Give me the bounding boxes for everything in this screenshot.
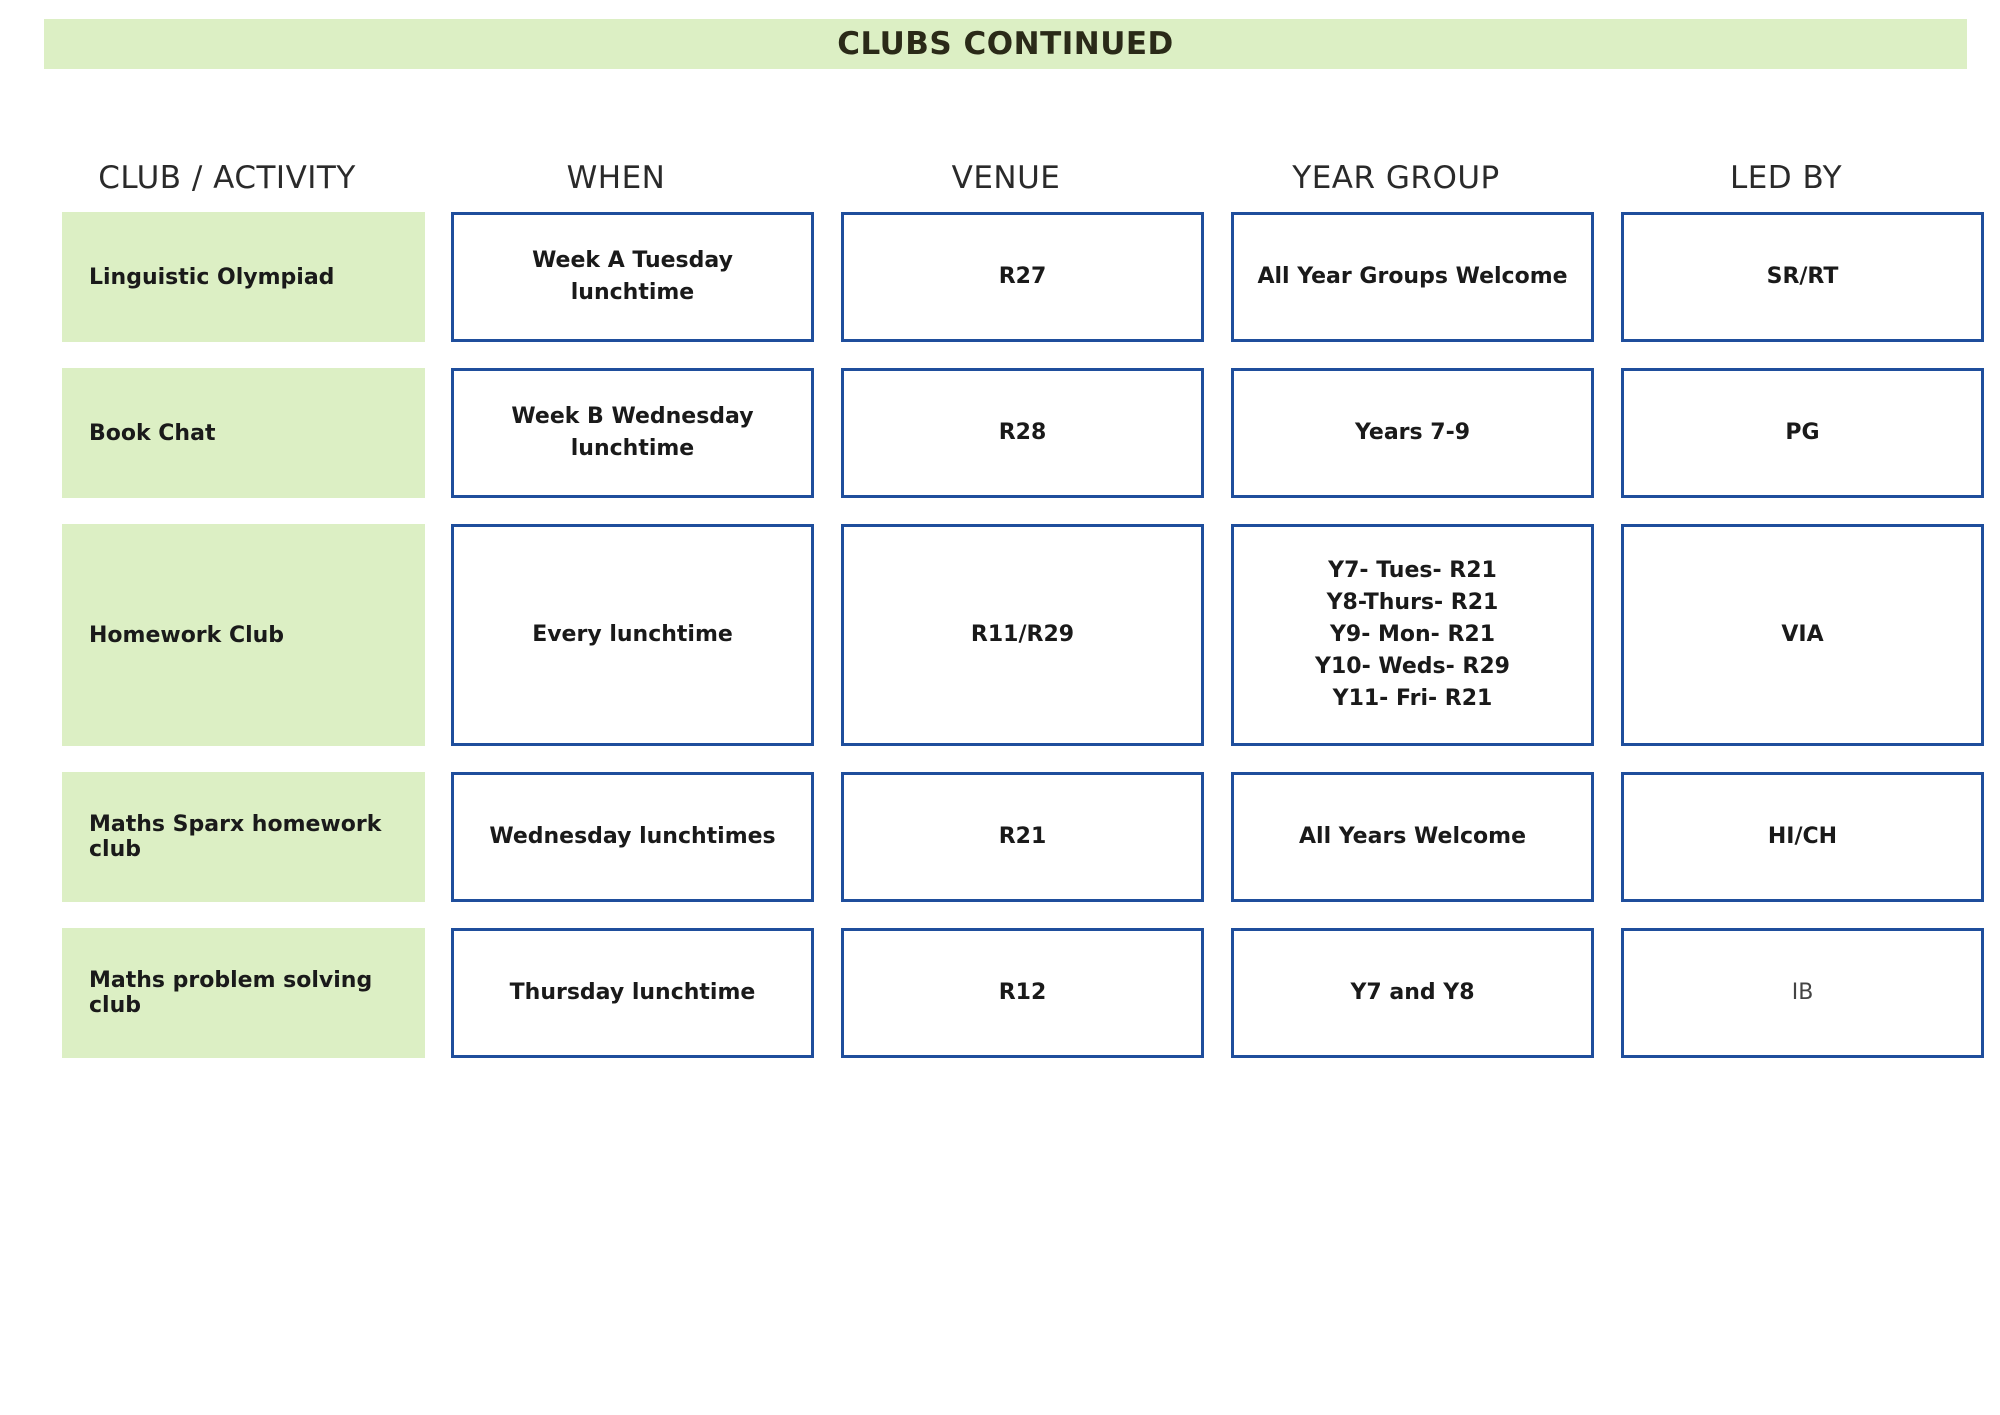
venue-cell: R28 <box>841 368 1204 498</box>
activity-cell: Linguistic Olympiad <box>62 212 425 342</box>
when-cell: Thursday lunchtime <box>451 928 814 1058</box>
when-cell: Every lunchtime <box>451 524 814 746</box>
column-header-when: WHEN <box>566 160 666 196</box>
table-row <box>0 212 2000 342</box>
venue-cell: R27 <box>841 212 1204 342</box>
led-by-cell: SR/RT <box>1621 212 1984 342</box>
venue-cell: R11/R29 <box>841 524 1204 746</box>
table-row <box>0 772 2000 902</box>
led-by-cell: VIA <box>1621 524 1984 746</box>
activity-cell: Maths Sparx homework club <box>62 772 425 902</box>
table-header <box>0 155 2000 201</box>
year-group-cell: Years 7-9 <box>1231 368 1594 498</box>
led-by-cell: PG <box>1621 368 1984 498</box>
year-group-cell: Y7- Tues- R21 Y8-Thurs- R21 Y9- Mon- R21 Y10- Weds- R29 Y11- Fri- R21 <box>1231 524 1594 746</box>
led-by-cell: IB <box>1621 928 1984 1058</box>
page-title-banner <box>44 19 1967 69</box>
venue-cell: R21 <box>841 772 1204 902</box>
year-group-cell: All Year Groups Welcome <box>1231 212 1594 342</box>
column-header-led-by: LED BY <box>1729 160 1843 196</box>
activity-cell: Book Chat <box>62 368 425 498</box>
year-group-cell: Y7 and Y8 <box>1231 928 1594 1058</box>
page-title: CLUBS CONTINUED <box>837 26 1174 62</box>
when-cell: Week B Wednesday lunchtime <box>451 368 814 498</box>
activity-cell: Homework Club <box>62 524 425 746</box>
activity-cell: Maths problem solving club <box>62 928 425 1058</box>
column-header-activity: CLUB / ACTIVITY <box>98 160 356 196</box>
year-group-cell: All Years Welcome <box>1231 772 1594 902</box>
venue-cell: R12 <box>841 928 1204 1058</box>
table-row <box>0 524 2000 746</box>
column-header-venue: VENUE <box>951 160 1061 196</box>
column-header-year-group: YEAR GROUP <box>1292 160 1500 196</box>
led-by-cell: HI/CH <box>1621 772 1984 902</box>
table-row <box>0 928 2000 1058</box>
when-cell: Wednesday lunchtimes <box>451 772 814 902</box>
when-cell: Week A Tuesday lunchtime <box>451 212 814 342</box>
table-row <box>0 368 2000 498</box>
